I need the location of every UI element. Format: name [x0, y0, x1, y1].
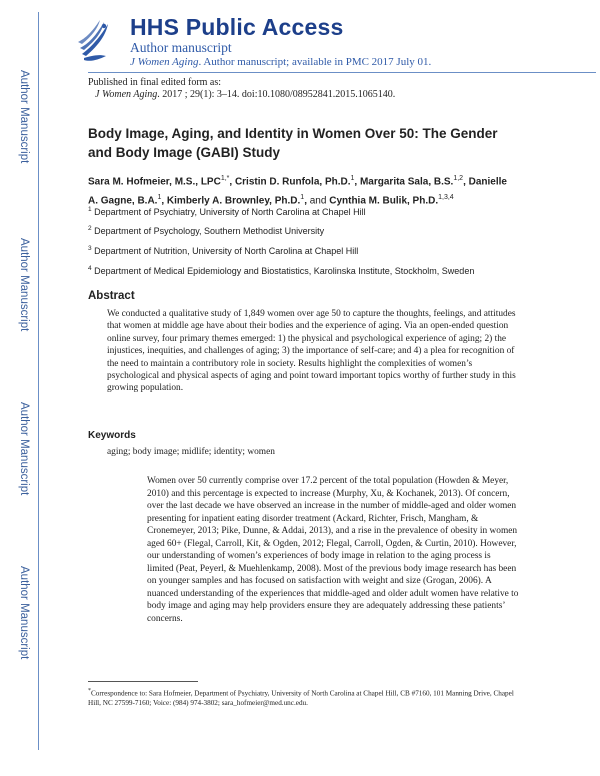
affiliation-item	[88, 206, 366, 217]
citation-journal: J Women Aging	[95, 89, 158, 100]
footnote-marker: *	[88, 688, 91, 694]
hhs-public-access-title: HHS Public Access	[130, 14, 344, 40]
author-name: Kimberly A. Brownley, Ph.D.	[166, 195, 301, 207]
affiliation-item	[88, 245, 358, 256]
header-divider	[88, 72, 596, 73]
and-word: and	[309, 195, 327, 207]
affiliation-item	[88, 225, 324, 236]
abstract-text: We conducted a qualitative study of 1,849 women over age 50 to capture the thoughts, feelings, and attitudes that women at middle age have about their bodies and the experience of aging. Via an open-ended question online survey, four primary themes emerged: 1) the physical and psychological experience of aging; 2) the injustices, inequities, and challenges of aging; 3) the importance of self-care; and 4) a plea for recognition of the need to maintain a contributory role in society. Results highlight the complexities of women’s psychological and physical aspects of aging and point toward important topics worthy of further study in this growing population.	[107, 309, 516, 394]
author-name: Danielle A. Gagne, B.A.	[88, 176, 507, 207]
side-label-author-manuscript: Author Manuscript	[18, 70, 30, 164]
availability-line	[130, 56, 431, 68]
footnote-divider	[88, 681, 198, 682]
abstract-heading: Abstract	[88, 290, 135, 302]
affiliation-text: Department of Medical Epidemiology and Biostatistics, Karolinska Institute, Stockholm, Sweden	[94, 266, 475, 276]
affiliation-item	[88, 265, 474, 276]
body-paragraph: Women over 50 currently comprise over 17.2 percent of the total population (Howden & Meyer, 2010) and this percentage is expected to increase (Murphy, Xu, & Kochanek, 2013). Of concern, over the last decade we have observed an increase in the number of middle-aged and older women presenting for inpatient eating disorder treatment (Ackard, Richter, Frisch, Mangham, & Cronemeyer, 2013; Pike, Dunne, & Addai, 2013), and a rise in the prevalence of obesity in women aged 60+ (Flegal, Carroll, Kit, & Ogden, 2012; Flegal, Carroll, Ogden, & Curtin, 2010). However, our understanding of women’s experiences of body image in relation to the aging process is limited (Peat, Peyerl, & Muehlenkamp, 2008). Most of the previous body image research has been on younger samples and has focused on satisfaction with weight and size (Grogan, 2006). A nuanced understanding of the experiences that middle-aged and older adult women have relative to body image and aging may help providers ensure they are adequately addressing these patients’ concerns.	[147, 476, 519, 624]
citation-line	[95, 89, 395, 100]
affiliation-text: Department of Psychology, Southern Methodist University	[94, 226, 325, 236]
affiliation-number: 1	[88, 206, 92, 213]
author-name: Cristin D. Runfola, Ph.D.	[234, 176, 351, 188]
affiliation-text: Department of Psychiatry, University of North Carolina at Chapel Hill	[94, 207, 366, 217]
hhs-eagle-logo-icon	[78, 14, 112, 66]
keywords-text: aging; body image; midlife; identity; women	[107, 447, 275, 457]
author-sup: 1	[300, 193, 305, 201]
keywords-heading: Keywords	[88, 430, 136, 441]
side-label-author-manuscript: Author Manuscript	[18, 402, 30, 496]
citation-details: . 2017 ; 29(1): 3–14. doi:10.1080/08952841.2015.1065140.	[157, 89, 396, 100]
journal-name: J Women Aging	[130, 56, 199, 68]
author-name: Sara M. Hofmeier, M.S., LPC	[88, 176, 221, 188]
author-sup: 1,2	[453, 175, 464, 182]
correspondence-footnote	[88, 686, 518, 708]
author-name: Margarita Sala, B.S.	[359, 176, 454, 188]
affiliation-text: Department of Nutrition, University of North Carolina at Chapel Hill	[94, 246, 359, 256]
affiliation-number: 2	[88, 225, 92, 232]
author-list: Sara M. Hofmeier, M.S., $LPC^{1,*}$, Cristin D. Runfola, Ph.D.$^1$, Margarita Sala, B.S.$^{1,2}$, Danielle A. Gagne, B.A.$^1$, Kimberly A. Brownley, Ph.D.$^1$, and Cynthia M. Bulik, Ph.D.$^{1,3,4}$	[88, 175, 507, 207]
affiliation-number: 4	[88, 265, 92, 272]
side-divider	[38, 12, 39, 750]
side-label-author-manuscript: Author Manuscript	[18, 238, 30, 332]
side-label-author-manuscript: Author Manuscript	[18, 566, 30, 660]
published-in-label: Published in final edited form as:	[88, 77, 222, 88]
author-manuscript-subtitle: Author manuscript	[130, 40, 232, 55]
author-sup: 1	[157, 193, 162, 201]
article-title: Body Image, Aging, and Identity in Women Over 50: The Gender and Body Image (GABI) Study	[88, 126, 498, 160]
author-sup: 1	[350, 175, 355, 182]
affiliation-number: 3	[88, 245, 92, 252]
author-sup: 1,3,4	[438, 193, 454, 201]
availability-text: . Author manuscript; available in PMC 2017 July 01.	[198, 56, 432, 68]
author-sup: 1,*	[220, 175, 230, 182]
author-name: Cynthia M. Bulik, Ph.D.	[329, 195, 439, 207]
footnote-text: Correspondence to: Sara Hofmeier, Department of Psychiatry, University of North Carolina at Chapel Hill, CB #7160, 101 Manning Drive, Chapel Hill, NC 27599-7160; Voice: (984) 974-3802; sara_hofmeier@med.unc.edu.	[88, 689, 514, 708]
